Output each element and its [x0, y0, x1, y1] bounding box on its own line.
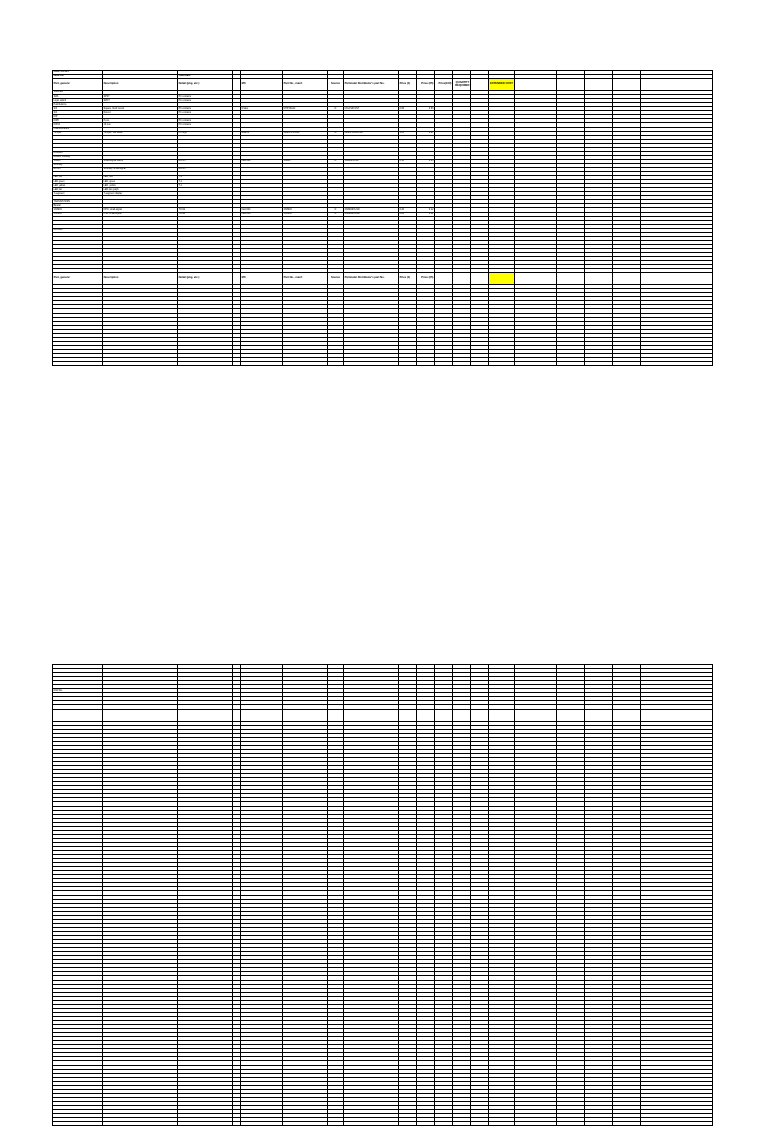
sheet-cell[interactable]: [515, 79, 557, 91]
sheet-cell[interactable]: 8 pos: [103, 119, 178, 123]
sheet-cell[interactable]: 0.05: [417, 159, 435, 163]
sheet-cell[interactable]: Particular Distributor's part No.: [344, 273, 399, 285]
sheet-cell[interactable]: Schottky, small-signal: [103, 167, 178, 171]
sheet-cell[interactable]: Switches: [53, 91, 103, 95]
sheet-cell[interactable]: [471, 273, 489, 285]
sheet-cell[interactable]: [613, 362, 641, 366]
sheet-cell[interactable]: [417, 362, 435, 366]
sheet-cell[interactable]: [471, 1122, 489, 1126]
sheet-cell[interactable]: DIGITAL: [53, 689, 103, 693]
sheet-cell[interactable]: T-1: [178, 180, 233, 184]
sheet-cell[interactable]: Bipolar: [53, 204, 103, 208]
sheet-cell[interactable]: Logic switch: [53, 99, 103, 103]
sheet-cell[interactable]: DIP8: [53, 119, 103, 123]
sheet-cell[interactable]: [328, 709, 344, 721]
sheet-cell[interactable]: [489, 709, 515, 721]
sheet-cell[interactable]: [53, 362, 103, 366]
sheet-cell[interactable]: [53, 709, 103, 721]
sheet-cell[interactable]: [471, 79, 489, 91]
sheet-cell[interactable]: Part, generic: [53, 273, 103, 285]
sheet-cell[interactable]: [417, 1122, 435, 1126]
sheet-cell[interactable]: [233, 362, 241, 366]
sheet-cell[interactable]: [103, 1122, 178, 1126]
sheet-cell[interactable]: [585, 709, 613, 721]
sheet-cell[interactable]: 1N914FS-ND: [344, 159, 399, 163]
sheet-cell[interactable]: PC lugs: [178, 131, 233, 135]
sheet-cell[interactable]: [328, 1122, 344, 1126]
sheet-cell[interactable]: [435, 1122, 453, 1126]
sheet-cell[interactable]: [344, 709, 399, 721]
sheet-cell[interactable]: D: [328, 212, 344, 216]
sheet-cell[interactable]: T-1: [178, 176, 233, 180]
sheet-cell[interactable]: 2N3904: [53, 208, 103, 212]
sheet-cell[interactable]: Diodes, ordinary: [53, 155, 103, 159]
sheet-cell[interactable]: PC contacts: [178, 119, 233, 123]
sheet-cell[interactable]: SPST: [103, 95, 178, 99]
sheet-cell[interactable]: Fairchild: [241, 212, 283, 216]
sheet-cell[interactable]: PC contacts: [178, 111, 233, 115]
sheet-cell[interactable]: [435, 362, 453, 366]
sheet-cell[interactable]: DO-35: [178, 159, 233, 163]
sheet-cell[interactable]: [557, 273, 585, 285]
sheet-cell[interactable]: [241, 1122, 283, 1126]
sheet-cell[interactable]: D: [328, 107, 344, 111]
sheet-cell[interactable]: Bourns: [241, 131, 283, 135]
sheet-row: [53, 362, 713, 366]
sheet-cell[interactable]: LED red: [53, 176, 103, 180]
sheet-cell[interactable]: Part No., manf.: [283, 79, 328, 91]
sheet-cell[interactable]: LED, yellow: [103, 184, 178, 188]
sheet-cell[interactable]: [641, 79, 713, 91]
sheet-cell[interactable]: Particular Distributor's part No.: [344, 79, 399, 91]
sheet-cell[interactable]: Description: [103, 273, 178, 285]
sheet-cell[interactable]: Price (25): [417, 79, 435, 91]
sheet-cell[interactable]: TO-92: [178, 212, 233, 216]
sheet-cell[interactable]: 2N3906FS-ND: [344, 212, 399, 216]
sheet-cell[interactable]: [557, 709, 585, 721]
sheet-cell[interactable]: S/4: [53, 111, 103, 115]
sheet-cell[interactable]: 0.67: [417, 131, 435, 135]
sheet-cell[interactable]: [283, 1122, 328, 1126]
sheet-cell[interactable]: [233, 273, 241, 285]
sheet-cell[interactable]: DO-35: [178, 167, 233, 171]
sheet-cell[interactable]: [103, 362, 178, 366]
sheet-cell[interactable]: TO-92: [178, 208, 233, 212]
sheet-cell[interactable]: [241, 362, 283, 366]
sheet-cell[interactable]: Knitter: [241, 107, 283, 111]
sheet-cell[interactable]: QUANTITY REQUIRED: [453, 79, 471, 91]
sheet-cell[interactable]: [641, 273, 713, 285]
sheet-cell[interactable]: [435, 273, 453, 285]
sheet-cell[interactable]: Detail (pkg, etc.): [178, 79, 233, 91]
sheet-cell[interactable]: [417, 709, 435, 721]
sheet-cell[interactable]: [515, 709, 557, 721]
sheet-cell[interactable]: 1N914: [283, 159, 328, 163]
sheet-cell[interactable]: TRANSISTORS: [53, 200, 103, 204]
sheet-cell[interactable]: Round: [103, 111, 178, 115]
sheet-cell[interactable]: [399, 362, 417, 366]
sheet-cell[interactable]: [453, 362, 471, 366]
sheet-cell[interactable]: [613, 709, 641, 721]
sheet-cell[interactable]: PC contacts: [178, 123, 233, 127]
sheet-cell[interactable]: S/3: [53, 107, 103, 111]
sheet-cell[interactable]: NPN, small-signal: [103, 208, 178, 212]
sheet-cell[interactable]: [613, 79, 641, 91]
sheet-cell[interactable]: 7-segment display: [103, 192, 178, 196]
sheet-cell[interactable]: LED, green: [103, 180, 178, 184]
sheet-cell[interactable]: [453, 1122, 471, 1126]
sheet-cell[interactable]: [515, 273, 557, 285]
sheet-cell[interactable]: [233, 1122, 241, 1126]
sheet-cell[interactable]: [489, 362, 515, 366]
sheet-cell[interactable]: [328, 362, 344, 366]
sheet-cell[interactable]: 10 pos: [103, 123, 178, 127]
sheet-cell[interactable]: Fairchild: [241, 159, 283, 163]
sheet-cell[interactable]: SW1: [53, 95, 103, 99]
sheet-cell[interactable]: LED bar graph: [103, 188, 178, 192]
sheet-row: [53, 273, 713, 285]
sheet-cell[interactable]: DIGITAL: [53, 75, 103, 79]
sheet-cell[interactable]: [471, 709, 489, 721]
sheet-cell[interactable]: Price(100): [435, 79, 453, 91]
sheet-cell[interactable]: 0.12: [417, 208, 435, 212]
sheet-cell[interactable]: LED yellow: [53, 184, 103, 188]
parts-list-sheet-upper: [52, 70, 713, 366]
sheet-cell[interactable]: LED green: [53, 180, 103, 184]
sheet-cell[interactable]: Small-signal silicon: [103, 159, 178, 163]
sheet-cell[interactable]: [233, 79, 241, 91]
sheet-cell[interactable]: [241, 709, 283, 721]
sheet-cell[interactable]: EXTENDED COST: [489, 79, 515, 91]
sheet-cell[interactable]: 1N914: [53, 159, 103, 163]
sheet-cell[interactable]: [557, 362, 585, 366]
sheet-cell[interactable]: [178, 362, 233, 366]
sheet-cell[interactable]: PARTS LIST: [53, 71, 103, 75]
sheet-cell[interactable]: [178, 709, 233, 721]
sheet-cell[interactable]: Source: [328, 79, 344, 91]
sheet-cell[interactable]: [515, 362, 557, 366]
sheet-cell[interactable]: [453, 709, 471, 721]
sheet-cell[interactable]: 2N3906: [283, 212, 328, 216]
sheet-cell[interactable]: [53, 1122, 103, 1126]
sheet-cell[interactable]: 3362P-1-103LF: [283, 131, 328, 135]
sheet-cell[interactable]: Trimpot: [53, 131, 103, 135]
sheet-cell[interactable]: D: [328, 131, 344, 135]
sheet-cell[interactable]: [489, 1122, 515, 1126]
sheet-row: [53, 1122, 713, 1126]
sheet-cell[interactable]: 3362P-103LF-ND: [344, 131, 399, 135]
sheet-cell[interactable]: [557, 1122, 585, 1126]
sheet-cell[interactable]: [585, 1122, 613, 1126]
sheet-cell[interactable]: MOSFET: [53, 228, 103, 232]
sheet-cell[interactable]: 0.20: [399, 208, 417, 212]
sheet-cell[interactable]: D: [328, 159, 344, 163]
sheet-cell[interactable]: LED, red: [103, 176, 178, 180]
sheet-cell[interactable]: [613, 273, 641, 285]
sheet-cell[interactable]: [641, 709, 713, 721]
sheet-cell[interactable]: Trimpot, 10k linear: [103, 131, 178, 135]
sheet-cell[interactable]: 0.10: [399, 159, 417, 163]
sheet-cell[interactable]: Part No., manf.: [283, 273, 328, 285]
sheet-cell[interactable]: DIP10: [53, 123, 103, 127]
sheet-cell[interactable]: MTP1SA12: [283, 107, 328, 111]
sheet-cell[interactable]: Potentiometers: [53, 127, 103, 131]
sheet-cell[interactable]: Part, generic: [53, 79, 103, 91]
sheet-cell[interactable]: 1.23: [399, 131, 417, 135]
sheet-cell[interactable]: D: [328, 208, 344, 212]
sheet-cell[interactable]: 0.96: [399, 107, 417, 111]
sheet-cell[interactable]: 0.20: [399, 212, 417, 216]
sheet-cell[interactable]: [344, 362, 399, 366]
sheet-cell[interactable]: [233, 709, 241, 721]
sheet-cell[interactable]: 2N3904FS-ND: [344, 208, 399, 212]
sheet-cell[interactable]: [283, 362, 328, 366]
sheet-cell[interactable]: [489, 273, 515, 285]
sheet-cell[interactable]: Detail (pkg, etc.): [178, 273, 233, 285]
sheet-cell[interactable]: Mfr: [241, 79, 283, 91]
sheet-cell[interactable]: T-1: [178, 184, 233, 188]
sheet-cell[interactable]: [399, 709, 417, 721]
sheet-cell[interactable]: PC contacts: [178, 107, 233, 111]
sheet-cell[interactable]: 0.12: [417, 212, 435, 216]
sheet-cell[interactable]: [613, 1122, 641, 1126]
sheet-cell[interactable]: [103, 709, 178, 721]
sheet-cell[interactable]: [557, 79, 585, 91]
sheet-cell[interactable]: Pushbuttons: [53, 103, 103, 107]
sheet-cell[interactable]: Mfr: [241, 273, 283, 285]
sheet-cell[interactable]: PNP, small-signal: [103, 212, 178, 216]
sheet-cell[interactable]: [399, 1122, 417, 1126]
sheet-cell[interactable]: Source: [328, 273, 344, 285]
sheet-cell[interactable]: [178, 1122, 233, 1126]
sheet-cell[interactable]: [585, 362, 613, 366]
sheet-cell[interactable]: USD/SEK: [178, 75, 233, 79]
sheet-cell[interactable]: Price (25): [417, 273, 435, 285]
sheet-cell[interactable]: BAT43: [53, 167, 103, 171]
sheet-cell[interactable]: [453, 273, 471, 285]
sheet-cell[interactable]: [641, 1122, 713, 1126]
sheet-cell[interactable]: Description: [103, 79, 178, 91]
sheet-cell[interactable]: [471, 362, 489, 366]
sheet-cell[interactable]: Square, flush mount: [103, 107, 178, 111]
sheet-cell[interactable]: [283, 709, 328, 721]
sheet-cell[interactable]: 2N3906: [53, 212, 103, 216]
sheet-cell[interactable]: 0.53: [417, 107, 435, 111]
sheet-cell[interactable]: DIP: [53, 115, 103, 119]
parts-list-sheet-lower: [52, 664, 713, 1126]
sheet-cell[interactable]: 7-segment: [53, 192, 103, 196]
sheet-cell[interactable]: 2N3904: [283, 208, 328, 212]
sheet-cell[interactable]: [344, 1122, 399, 1126]
sheet-cell[interactable]: [435, 709, 453, 721]
sheet-cell[interactable]: Price (1): [399, 79, 417, 91]
sheet-cell[interactable]: Schottky: [53, 163, 103, 167]
sheet-cell[interactable]: DIODES: [53, 151, 103, 155]
sheet-cell[interactable]: [515, 1122, 557, 1126]
sheet-cell[interactable]: PC contacts: [178, 95, 233, 99]
sheet-row: [53, 709, 713, 721]
sheet-cell[interactable]: Fairchild: [241, 208, 283, 212]
sheet-cell[interactable]: [585, 273, 613, 285]
sheet-cell[interactable]: PC contacts: [178, 99, 233, 103]
sheet-cell[interactable]: [641, 362, 713, 366]
sheet-cell[interactable]: LED bar: [53, 188, 103, 192]
sheet-cell[interactable]: Price (1): [399, 273, 417, 285]
sheet-row: [53, 79, 713, 91]
sheet-cell[interactable]: SPDT: [103, 99, 178, 103]
sheet-cell[interactable]: [585, 79, 613, 91]
sheet-cell[interactable]: CKL1S3C1NT: [344, 107, 399, 111]
